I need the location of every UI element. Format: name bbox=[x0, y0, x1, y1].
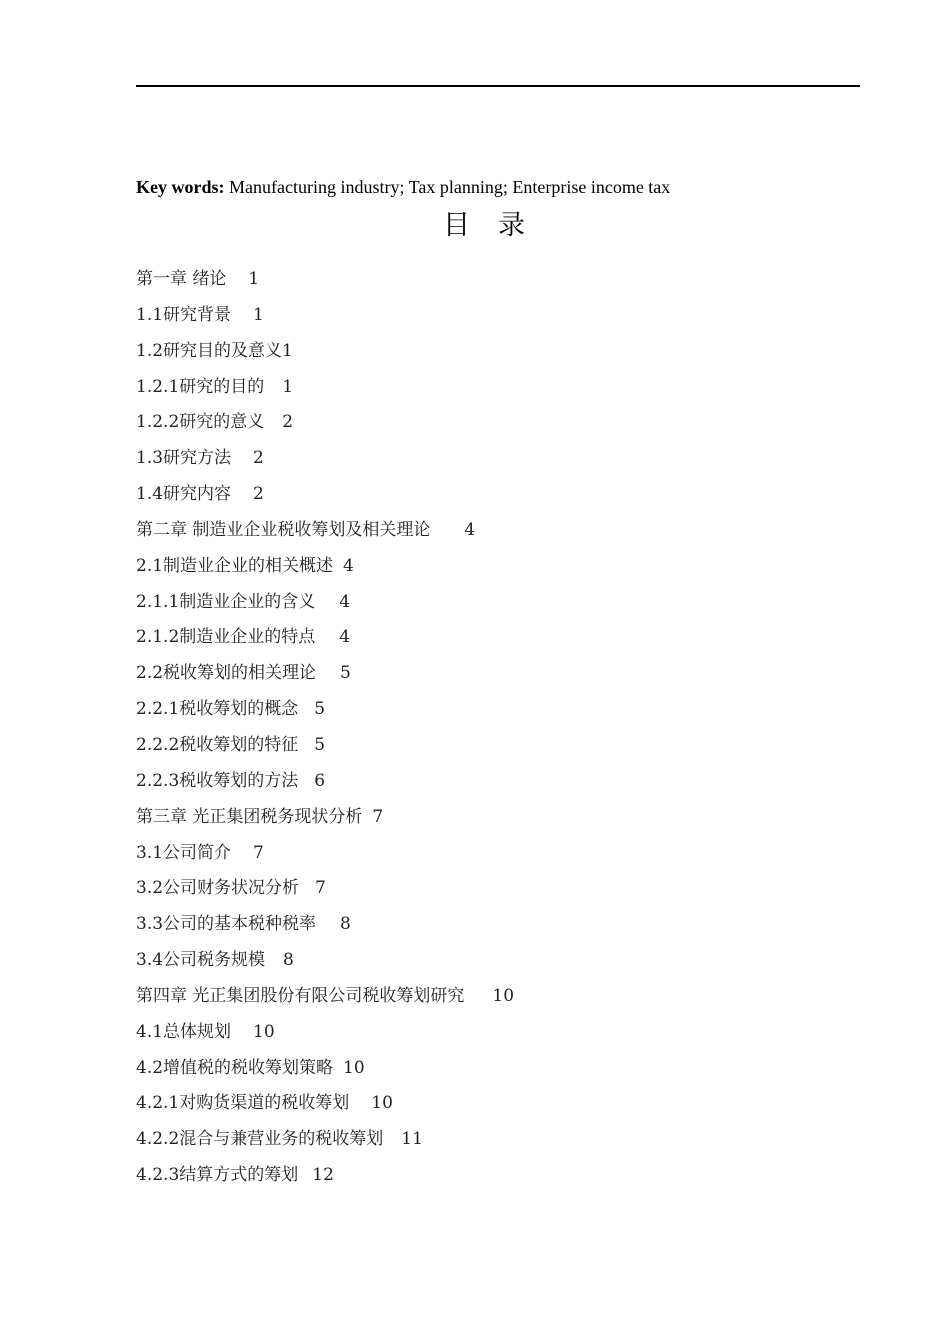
toc-entry-title: 4.2.1对购货渠道的税收筹划 bbox=[136, 1093, 350, 1114]
toc-entry-title: 2.2税收筹划的相关理论 bbox=[136, 663, 317, 684]
toc-entry[interactable] bbox=[136, 1122, 514, 1158]
toc-entry-title: 2.1.1制造业企业的含义 bbox=[136, 591, 316, 612]
toc-entry[interactable] bbox=[136, 262, 514, 298]
toc-entry-page: 1 bbox=[282, 376, 294, 397]
toc-entry-page: 5 bbox=[340, 663, 351, 684]
toc-entry-page: 4 bbox=[339, 591, 351, 612]
toc-entry-title: 4.2增值税的税收筹划策略 bbox=[136, 1057, 334, 1078]
toc-entry-title: 3.1公司简介 bbox=[136, 842, 232, 863]
toc-entry[interactable] bbox=[136, 907, 514, 943]
toc-entry-page: 12 bbox=[312, 1165, 334, 1186]
toc-entry-page: 10 bbox=[371, 1093, 393, 1114]
toc-entry-title: 1.2.1研究的目的 bbox=[136, 376, 265, 397]
toc-entry-page: 6 bbox=[314, 770, 326, 791]
toc-entry-page: 7 bbox=[372, 806, 384, 827]
toc-entry[interactable] bbox=[136, 513, 514, 549]
toc-entry-page: 2 bbox=[253, 484, 264, 505]
keywords-label: Key words: bbox=[136, 177, 225, 197]
toc-entry-title: 2.2.1税收筹划的概念 bbox=[136, 699, 299, 720]
toc-entry[interactable] bbox=[136, 549, 514, 585]
toc-entry-title: 1.2.2研究的意义 bbox=[136, 412, 265, 433]
toc-entry[interactable] bbox=[136, 800, 514, 836]
toc-entry-title: 4.1总体规划 bbox=[136, 1021, 232, 1042]
toc-entry[interactable] bbox=[136, 692, 514, 728]
toc-entry[interactable] bbox=[136, 620, 514, 656]
toc-entry[interactable] bbox=[136, 1158, 514, 1194]
toc-entry-page: 4 bbox=[343, 555, 354, 576]
toc-entry[interactable] bbox=[136, 764, 514, 800]
toc-entry-page: 5 bbox=[314, 699, 326, 720]
toc-entry-title: 1.3研究方法 bbox=[136, 448, 232, 469]
toc-entry[interactable] bbox=[136, 1051, 514, 1087]
toc-entry-title: 第三章 光正集团税务现状分析 bbox=[136, 806, 363, 827]
toc-entry[interactable] bbox=[136, 298, 514, 334]
toc-entry-title: 2.2.2税收筹划的特征 bbox=[136, 734, 299, 755]
toc-entry[interactable] bbox=[136, 1015, 514, 1051]
toc-entry-page: 4 bbox=[464, 519, 476, 540]
toc-entry-title: 2.1.2制造业企业的特点 bbox=[136, 627, 316, 648]
toc-entry-page: 2 bbox=[282, 412, 294, 433]
toc-entry-page: 10 bbox=[253, 1021, 275, 1042]
toc-entry-page: 1 bbox=[253, 304, 264, 325]
toc-entry-page: 10 bbox=[492, 985, 515, 1006]
toc-entry-page: 2 bbox=[253, 448, 264, 469]
toc-entry-page: 1 bbox=[248, 269, 260, 289]
toc-entry-title: 1.4研究内容 bbox=[136, 484, 232, 505]
keywords-text: Manufacturing industry; Tax planning; Enterprise income tax bbox=[224, 177, 671, 197]
toc-entry-title: 1.1研究背景 bbox=[136, 304, 232, 325]
toc-entry[interactable] bbox=[136, 1086, 514, 1122]
toc-entry-title: 3.4公司税务规模 bbox=[136, 950, 266, 971]
table-of-contents bbox=[136, 262, 514, 1194]
toc-entry-title: 第四章 光正集团股份有限公司税收筹划研究 bbox=[136, 985, 465, 1006]
toc-entry[interactable] bbox=[136, 441, 514, 477]
toc-entry-page: 8 bbox=[340, 914, 351, 935]
toc-entry-title: 2.1制造业企业的相关概述 bbox=[136, 555, 334, 576]
toc-entry-page: 5 bbox=[314, 734, 326, 755]
toc-entry-title: 4.2.3结算方式的筹划 bbox=[136, 1165, 299, 1186]
toc-entry[interactable] bbox=[136, 334, 514, 370]
toc-entry[interactable] bbox=[136, 871, 514, 907]
toc-entry-title: 3.2公司财务状况分析 bbox=[136, 878, 300, 899]
toc-entry-title: 2.2.3税收筹划的方法 bbox=[136, 770, 299, 791]
toc-entry-title: 1.2研究目的及意义 bbox=[136, 340, 283, 361]
toc-entry-title: 第一章 绪论 bbox=[136, 269, 227, 289]
toc-entry[interactable] bbox=[136, 405, 514, 441]
toc-title: 目录 bbox=[443, 210, 553, 241]
toc-entry[interactable] bbox=[136, 656, 514, 692]
toc-entry-title: 3.3公司的基本税种税率 bbox=[136, 914, 317, 935]
toc-entry-page: 10 bbox=[343, 1057, 365, 1078]
keywords-line bbox=[136, 176, 670, 198]
toc-entry[interactable] bbox=[136, 836, 514, 872]
toc-entry-title: 4.2.2混合与兼营业务的税收筹划 bbox=[136, 1129, 384, 1150]
toc-entry-page: 4 bbox=[339, 627, 351, 648]
toc-entry[interactable] bbox=[136, 943, 514, 979]
toc-entry[interactable] bbox=[136, 477, 514, 513]
header-rule bbox=[136, 85, 860, 87]
toc-entry-page: 7 bbox=[315, 878, 326, 899]
toc-entry[interactable] bbox=[136, 979, 514, 1015]
toc-entry-title: 第二章 制造业企业税收筹划及相关理论 bbox=[136, 519, 431, 540]
toc-entry-page: 8 bbox=[283, 950, 294, 971]
toc-entry[interactable] bbox=[136, 370, 514, 406]
toc-entry-page: 1 bbox=[282, 340, 293, 361]
toc-entry-page: 7 bbox=[253, 842, 264, 863]
toc-entry[interactable] bbox=[136, 585, 514, 621]
toc-entry[interactable] bbox=[136, 728, 514, 764]
toc-entry-page: 11 bbox=[401, 1129, 423, 1150]
